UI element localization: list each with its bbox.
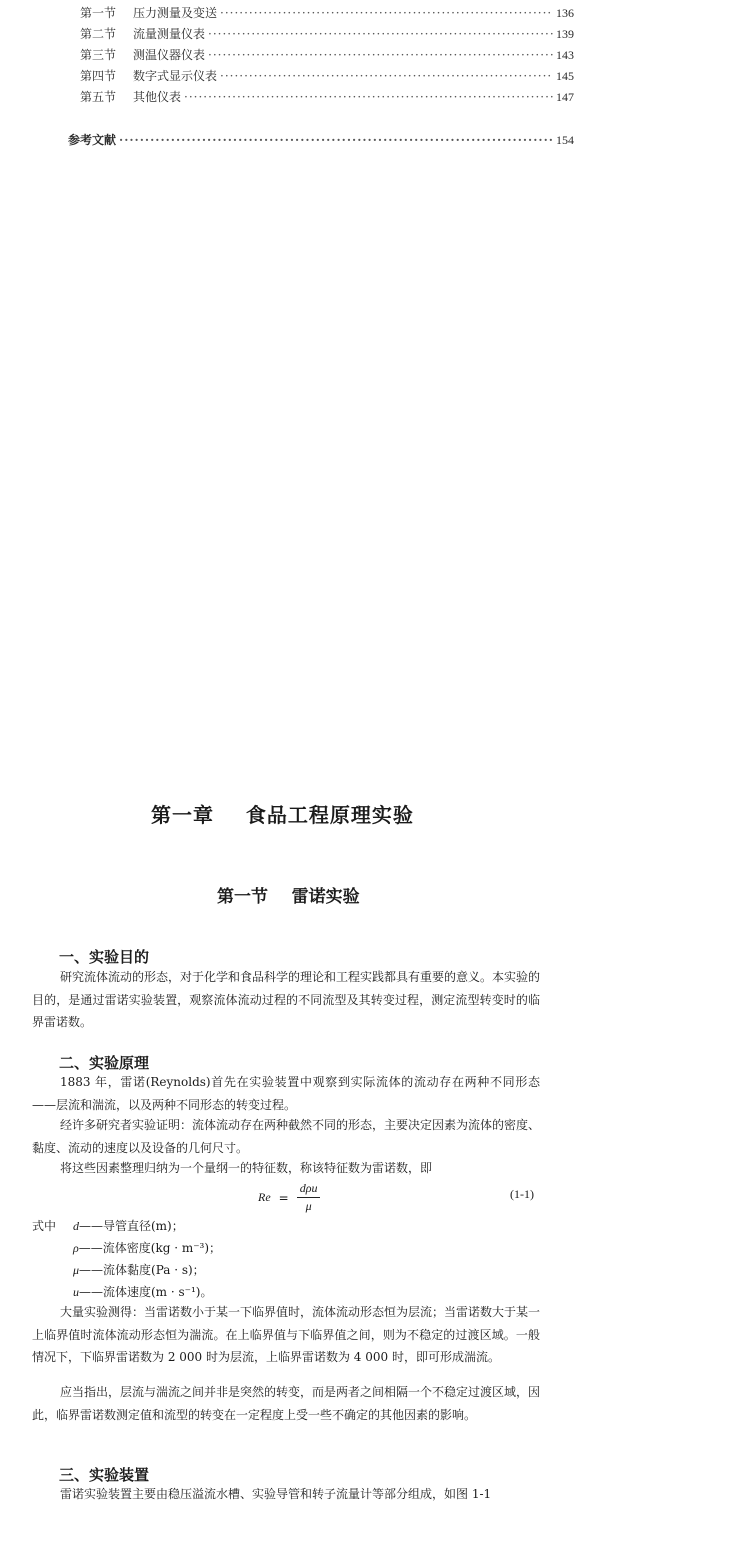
variable-definition [73,1239,221,1256]
toc-section-number: 第二节 [80,27,117,41]
variable-definition [73,1283,213,1300]
toc-leader [208,27,553,41]
paragraph-history: 1883 年，雷诺(Reynolds)首先在实验装置中观察到实际流体的流动存在两种不同形态——层流和湍流，以及两种不同形态的转变过程。 [32,1075,540,1112]
toc-section-number: 第三节 [80,48,117,62]
toc-page-number: 143 [556,48,574,62]
variable-symbol: μ [73,1263,80,1277]
toc-row [80,46,574,64]
where-label: 式中 [32,1219,57,1233]
formula-fraction [297,1181,321,1214]
toc-page-number: 147 [556,90,574,104]
toc-leader [208,48,553,62]
formula-equals: = [278,1190,289,1205]
variable-symbol: d [73,1219,79,1233]
heading-principle: 二、实验原理 [59,1054,150,1072]
toc-title: 测温仪器仪表 [133,48,206,62]
toc-leader [220,6,553,20]
toc-title: 其他仪表 [133,90,182,104]
toc-section-number: 第一节 [80,6,117,20]
toc-page-number: 154 [556,133,574,147]
variable-description: ——流体密度(kg · m⁻³)； [78,1241,222,1255]
equation-number: (1-1) [510,1187,534,1201]
toc-title: 压力测量及变送 [133,6,218,20]
heading-purpose: 一、实验目的 [59,948,150,966]
toc-row [80,25,574,43]
toc-leader [119,133,553,147]
paragraph-factors: 经许多研究者实验证明：流体流动存在两种截然不同的形态，主要决定因素为流体的密度、黏度、流动的速度以及设备的几何尺寸。 [32,1118,541,1155]
toc-references-title: 参考文献 [68,133,117,147]
paragraph-apparatus: 雷诺实验装置主要由稳压溢流水槽、实验导管和转子流量计等部分组成，如图 1-1 [60,1487,492,1501]
variable-description: ——流体速度(m · s⁻¹)。 [79,1285,213,1299]
toc-row [80,67,574,85]
variable-definition [73,1217,184,1234]
toc-leader [220,69,553,83]
paragraph-transition-note: 应当指出，层流与湍流之间并非是突然的转变，而是两者之间相隔一个不稳定过渡区域，因此，临界雷诺数测定值和流型的转变在一定程度上受一些不确定的其他因素的影响。 [32,1385,541,1422]
toc-section-number: 第五节 [80,90,117,104]
section-title: 第一节 雷诺实验 [217,887,360,907]
formula-numerator: dρu [297,1181,321,1198]
toc-title: 流量测量仪表 [133,27,206,41]
paragraph-purpose: 研究流体流动的形态，对于化学和食品科学的理论和工程实践都具有重要的意义。本实验的目的，是通过雷诺实验装置，观察流体流动过程的不同流型及其转变过程，测定流型转变时的临界雷诺数。 [32,970,541,1029]
reynolds-formula [258,1181,320,1214]
toc-title: 数字式显示仪表 [133,69,218,83]
paragraph-critical-values: 大量实验测得：当雷诺数小于某一下临界值时，流体流动形态恒为层流；当雷诺数大于某一上临界值时流体流动形态恒为湍流。在上临界值与下临界值之间，则为不稳定的过渡区域。一般情况下，下临界雷诺数为 2 000 时为层流，上临界雷诺数为 4 000 时，即可形成湍流。 [32,1305,541,1364]
toc-references-row [68,131,574,149]
chapter-title: 第一章 食品工程原理实验 [151,803,414,827]
toc-row [80,88,574,106]
toc-page-number: 136 [556,6,574,20]
paragraph-reynolds-intro: 将这些因素整理归纳为一个量纲一的特征数，称该特征数为雷诺数，即 [60,1161,433,1175]
toc-row [80,4,574,22]
variable-definition [73,1261,205,1278]
toc-page-number: 145 [556,69,574,83]
formula-denominator: μ [305,1199,312,1213]
variable-description: ——导管直径(m)； [79,1219,184,1233]
formula-lhs: Re [258,1190,271,1204]
toc-leader [184,90,553,104]
variable-description: ——流体黏度(Pa · s)； [79,1263,205,1277]
variable-symbol: ρ [73,1241,79,1255]
toc-section-number: 第四节 [80,69,117,83]
heading-apparatus: 三、实验装置 [59,1466,150,1484]
variable-symbol: u [73,1285,79,1299]
toc-page-number: 139 [556,27,574,41]
